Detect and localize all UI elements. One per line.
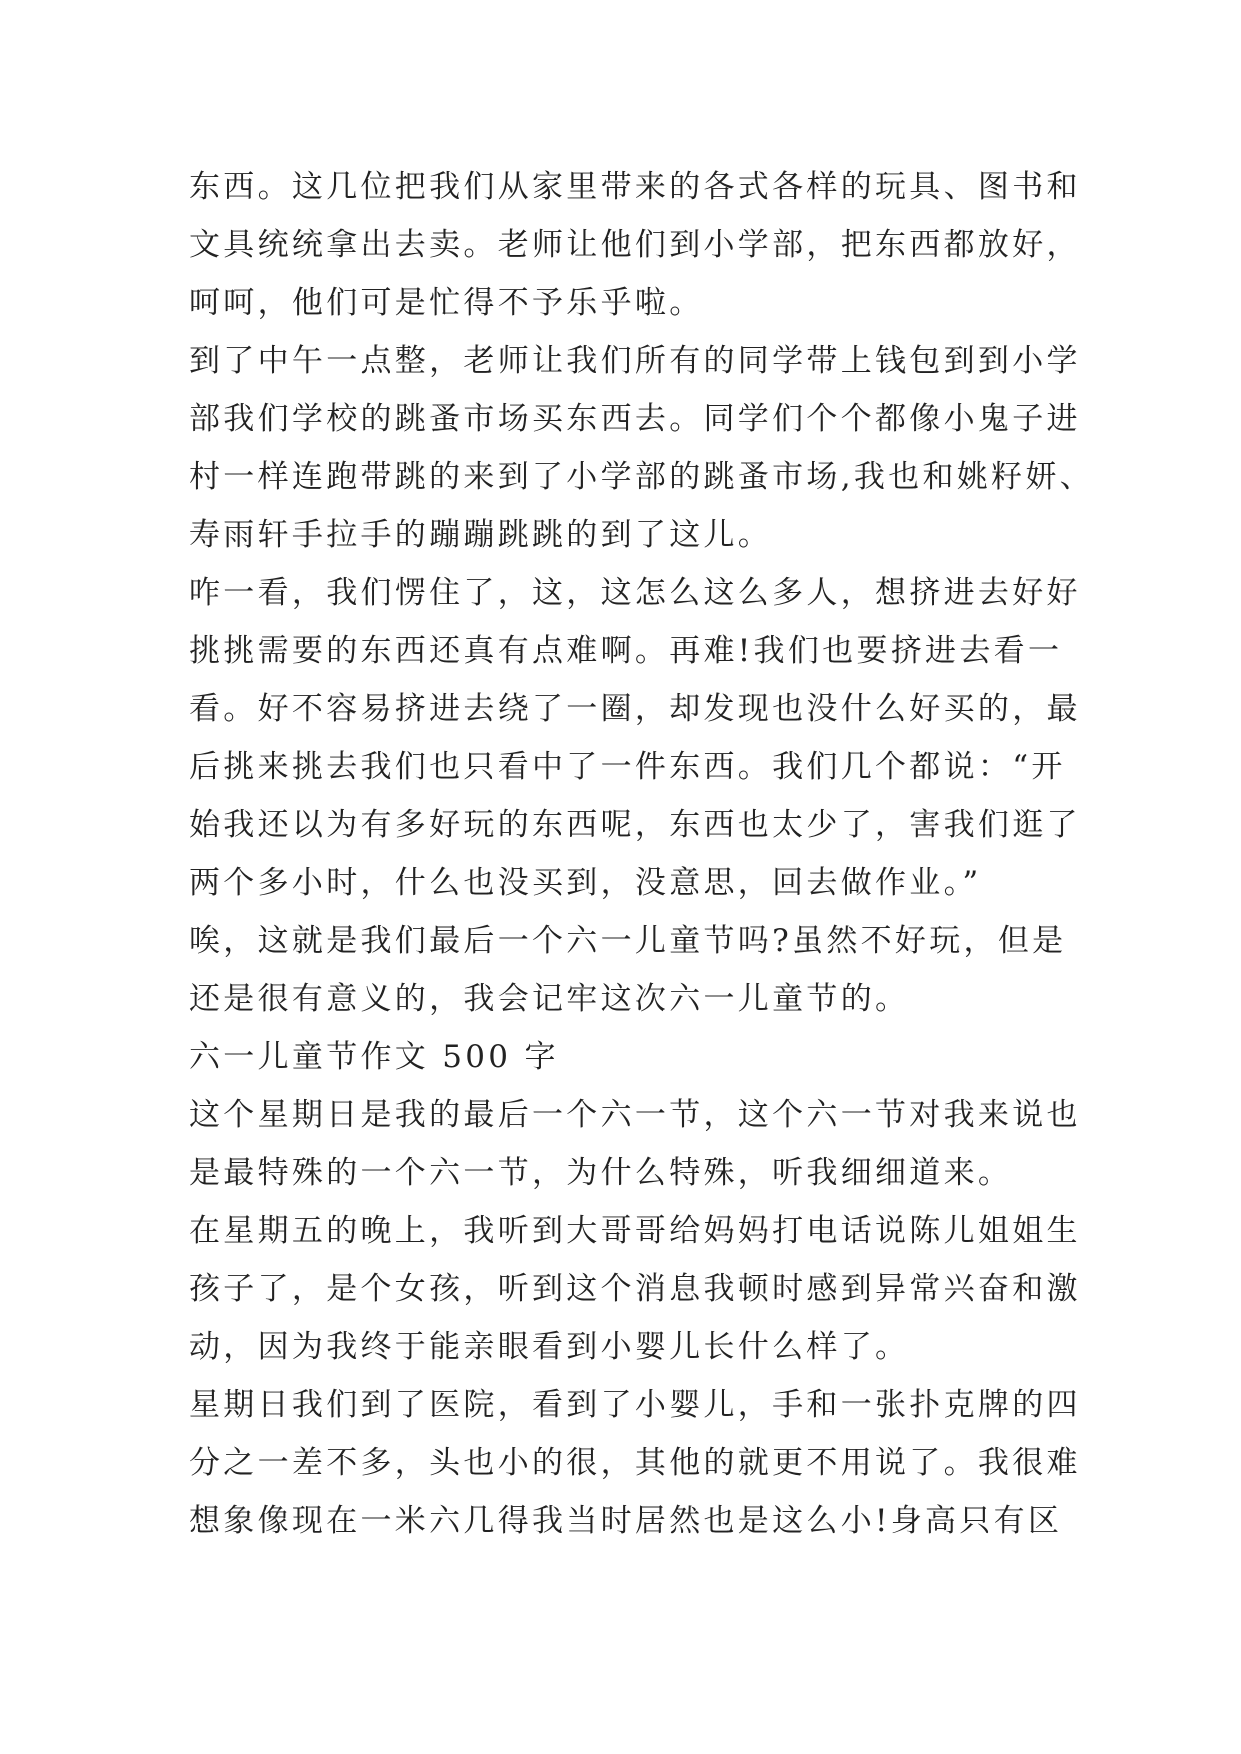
text-line: 始我还以为有多好玩的东西呢，东西也太少了，害我们逛了 [189, 807, 1081, 843]
text-line: 看。好不容易挤进去绕了一圈，却发现也没什么好买的，最 [189, 691, 1081, 727]
text-line: 东西。这几位把我们从家里带来的各式各样的玩具、图书和 [189, 169, 1081, 205]
text-line: 星期日我们到了医院，看到了小婴儿，手和一张扑克牌的四 [189, 1387, 1081, 1423]
text-line: 还是很有意义的，我会记牢这次六一儿童节的。 [189, 981, 910, 1017]
section-heading: 六一儿童节作文 500 字 [189, 1039, 559, 1075]
text-line: 村一样连跑带跳的来到了小学部的跳蚤市场,我也和姚籽妍、 [189, 459, 1094, 495]
text-line: 唉，这就是我们最后一个六一儿童节吗?虽然不好玩，但是 [189, 923, 1067, 959]
text-line: 文具统统拿出去卖。老师让他们到小学部，把东西都放好， [189, 227, 1081, 263]
text-line: 挑挑需要的东西还真有点难啊。再难!我们也要挤进去看一 [189, 633, 1063, 669]
text-line: 想象像现在一米六几得我当时居然也是这么小!身高只有区 [189, 1503, 1063, 1539]
text-line: 呵呵，他们可是忙得不予乐乎啦。 [189, 285, 704, 321]
text-line: 咋一看，我们愣住了，这，这怎么这么多人，想挤进去好好 [189, 575, 1081, 611]
text-line: 寿雨轩手拉手的蹦蹦跳跳的到了这儿。 [189, 517, 773, 553]
text-line: 在星期五的晚上，我听到大哥哥给妈妈打电话说陈儿姐姐生 [189, 1213, 1081, 1249]
text-line: 部我们学校的跳蚤市场买东西去。同学们个个都像小鬼子进 [189, 401, 1081, 437]
text-line: 到了中午一点整，老师让我们所有的同学带上钱包到到小学 [189, 343, 1081, 379]
text-line: 这个星期日是我的最后一个六一节，这个六一节对我来说也 [189, 1097, 1081, 1133]
text-line: 是最特殊的一个六一节，为什么特殊，听我细细道来。 [189, 1155, 1013, 1191]
document-body [189, 158, 1094, 1550]
text-line: 两个多小时，什么也没买到，没意思，回去做作业。” [189, 865, 982, 901]
text-line: 孩子了，是个女孩，听到这个消息我顿时感到异常兴奋和激 [189, 1271, 1081, 1307]
text-line: 分之一差不多，头也小的很，其他的就更不用说了。我很难 [189, 1445, 1081, 1481]
text-line: 动，因为我终于能亲眼看到小婴儿长什么样了。 [189, 1329, 910, 1365]
text-line: 后挑来挑去我们也只看中了一件东西。我们几个都说：“开 [189, 749, 1066, 785]
